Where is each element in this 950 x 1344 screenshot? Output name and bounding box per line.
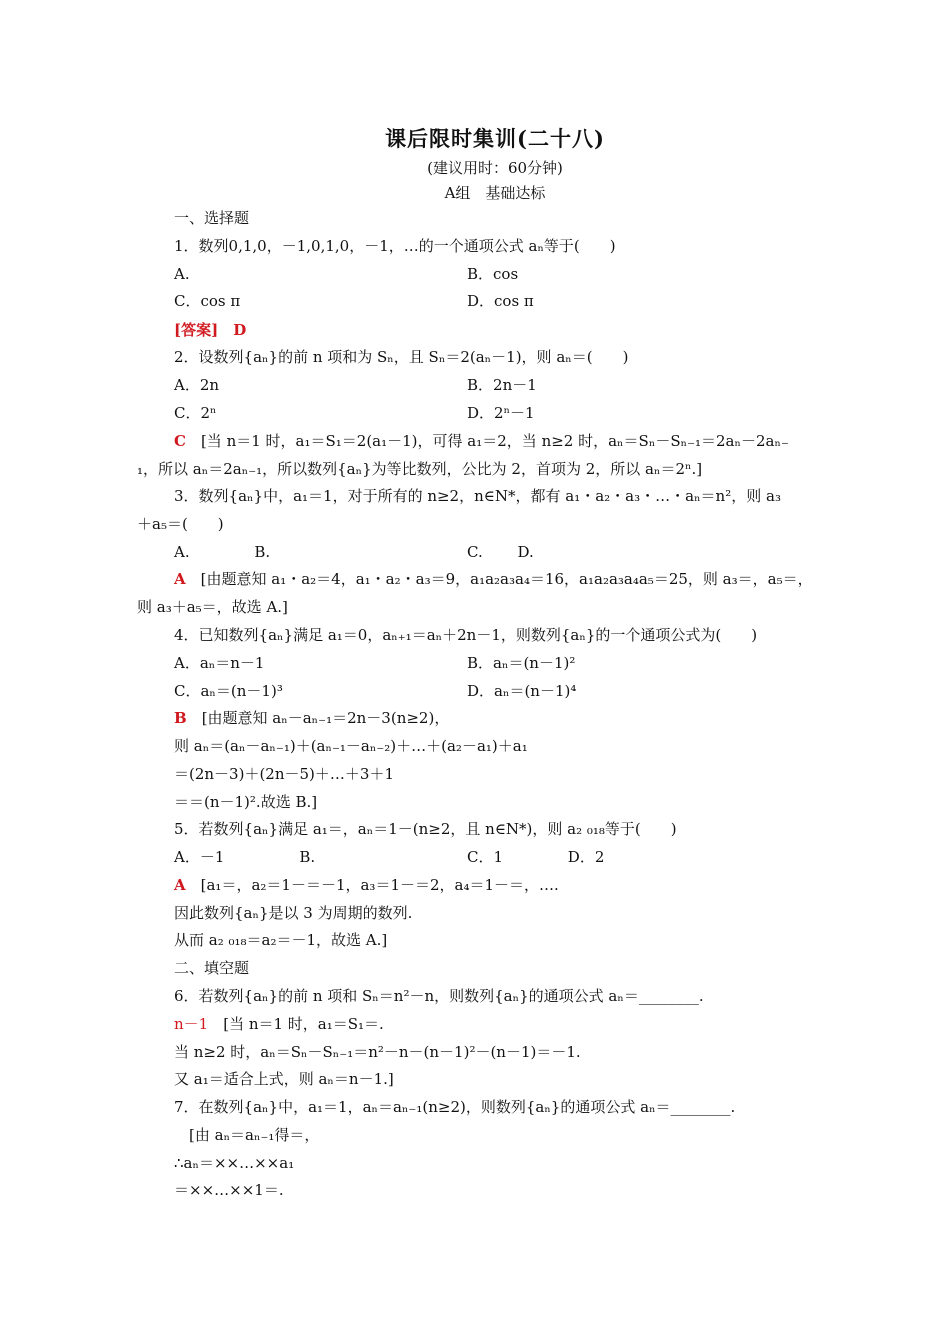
- text-line: 5．若数列{aₙ}满足 a₁＝，aₙ＝1－(n≥2，且 n∈N*)，则 a₂ ₀₁₈等于( ): [174, 820, 677, 838]
- answer-text: [当 n＝1 时，a₁＝S₁＝.: [208, 1015, 384, 1033]
- text-line: [174, 1014, 384, 1034]
- text-line: C．aₙ＝(n－1)³: [174, 682, 283, 700]
- answer-letter: C: [174, 432, 186, 450]
- text-line: 因此数列{aₙ}是以 3 为周期的数列.: [174, 904, 413, 922]
- text-line: ∴aₙ＝××…××a₁: [174, 1154, 295, 1172]
- text-line: 3．数列{aₙ}中，a₁＝1，对于所有的 n≥2，n∈N*，都有 a₁・a₂・a₃・…・aₙ＝n²，则 a₃: [174, 487, 781, 505]
- text-line: 1．数列0,1,0，－1,0,1,0，－1，…的一个通项公式 aₙ等于( ): [174, 237, 616, 255]
- section-heading-fill: 二、填空题: [174, 959, 250, 977]
- text-line: ＝(2n－3)＋(2n－5)＋…＋3＋1: [174, 765, 394, 783]
- text-line: A．aₙ＝n－1: [174, 654, 265, 672]
- text-line: ＝＝(n－1)².故选 B.]: [174, 793, 318, 811]
- text-line: [174, 708, 449, 728]
- text-line: 2．设数列{aₙ}的前 n 项和为 Sₙ，且 Sₙ＝2(aₙ－1)，则 aₙ＝( ): [174, 348, 629, 366]
- text-line: [174, 569, 813, 589]
- answer-letter: A: [174, 570, 186, 588]
- text-line: B．aₙ＝(n－1)²: [467, 654, 576, 672]
- text-line: ＋a₅＝( ): [137, 515, 224, 533]
- group-heading: A组 基础达标: [444, 184, 546, 202]
- text-line: [由 aₙ＝aₙ₋₁得＝，: [174, 1126, 320, 1144]
- text-line: C．1 D．2: [467, 848, 605, 866]
- text-line: 7．在数列{aₙ}中，a₁＝1，aₙ＝aₙ₋₁(n≥2)，则数列{aₙ}的通项公式 aₙ＝________.: [174, 1098, 736, 1116]
- text-line: 则 a₃＋a₅＝，故选 A.]: [137, 598, 288, 616]
- text-line: ₁，所以 aₙ＝2aₙ₋₁，所以数列{aₙ}为等比数列，公比为 2，首项为 2，所以 aₙ＝2ⁿ.]: [137, 460, 703, 478]
- text-line: D．aₙ＝(n－1)⁴: [467, 682, 577, 700]
- text-line: C．cos π: [174, 292, 241, 310]
- text-line: 则 aₙ＝(aₙ－aₙ₋₁)＋(aₙ₋₁－aₙ₋₂)＋…＋(a₂－a₁)＋a₁: [174, 737, 528, 755]
- section-heading-choice: 一、选择题: [174, 209, 250, 227]
- text-line: D．cos π: [467, 292, 534, 310]
- text-line: [答案] D: [174, 321, 247, 339]
- answer-letter: n－1: [174, 1015, 209, 1033]
- text-line: [174, 431, 789, 451]
- answer-text: [由题意知 aₙ－aₙ₋₁＝2n－3(n≥2)，: [186, 709, 450, 727]
- answer-letter: B: [174, 709, 187, 727]
- time-note: (建议用时：60分钟): [427, 159, 563, 177]
- answer-text: [当 n＝1 时，a₁＝S₁＝2(a₁－1)，可得 a₁＝2，当 n≥2 时，aₙ＝Sₙ－Sₙ₋₁＝2aₙ－2aₙ₋: [185, 432, 789, 450]
- text-line: A.: [174, 265, 190, 283]
- answer-letter: A: [174, 876, 186, 894]
- text-line: A. B.: [174, 543, 271, 561]
- answer-text: [a₁＝，a₂＝1－＝－1，a₃＝1－＝2，a₄＝1－＝，….: [185, 876, 559, 894]
- text-line: [174, 875, 559, 895]
- text-line: 从而 a₂ ₀₁₈＝a₂＝－1，故选 A.]: [174, 931, 388, 949]
- text-line: B．2n－1: [467, 376, 537, 394]
- text-line: A．－1 B.: [174, 848, 316, 866]
- text-line: C. D.: [467, 543, 534, 561]
- text-line: C．2ⁿ: [174, 404, 217, 422]
- text-line: ＝××…××1＝.: [174, 1181, 284, 1199]
- text-line: 当 n≥2 时，aₙ＝Sₙ－Sₙ₋₁＝n²－n－(n－1)²－(n－1)＝－1.: [174, 1043, 581, 1061]
- text-line: A．2n: [174, 376, 220, 394]
- text-line: B．cos: [467, 265, 519, 283]
- answer-text: [由题意知 a₁・a₂＝4，a₁・a₂・a₃＝9，a₁a₂a₃a₄＝16，a₁a₂a₃a₄a₅＝25，则 a₃＝，a₅＝，: [185, 570, 813, 588]
- page-title: 课后限时集训(二十八): [385, 126, 605, 151]
- text-line: 6．若数列{aₙ}的前 n 项和 Sₙ＝n²－n，则数列{aₙ}的通项公式 aₙ＝________.: [174, 987, 704, 1005]
- text-line: 4．已知数列{aₙ}满足 a₁＝0，aₙ₊₁＝aₙ＋2n－1，则数列{aₙ}的一个通项公式为( ): [174, 626, 758, 644]
- text-line: 又 a₁＝适合上式，则 aₙ＝n－1.]: [174, 1070, 394, 1088]
- text-line: D．2ⁿ－1: [467, 404, 535, 422]
